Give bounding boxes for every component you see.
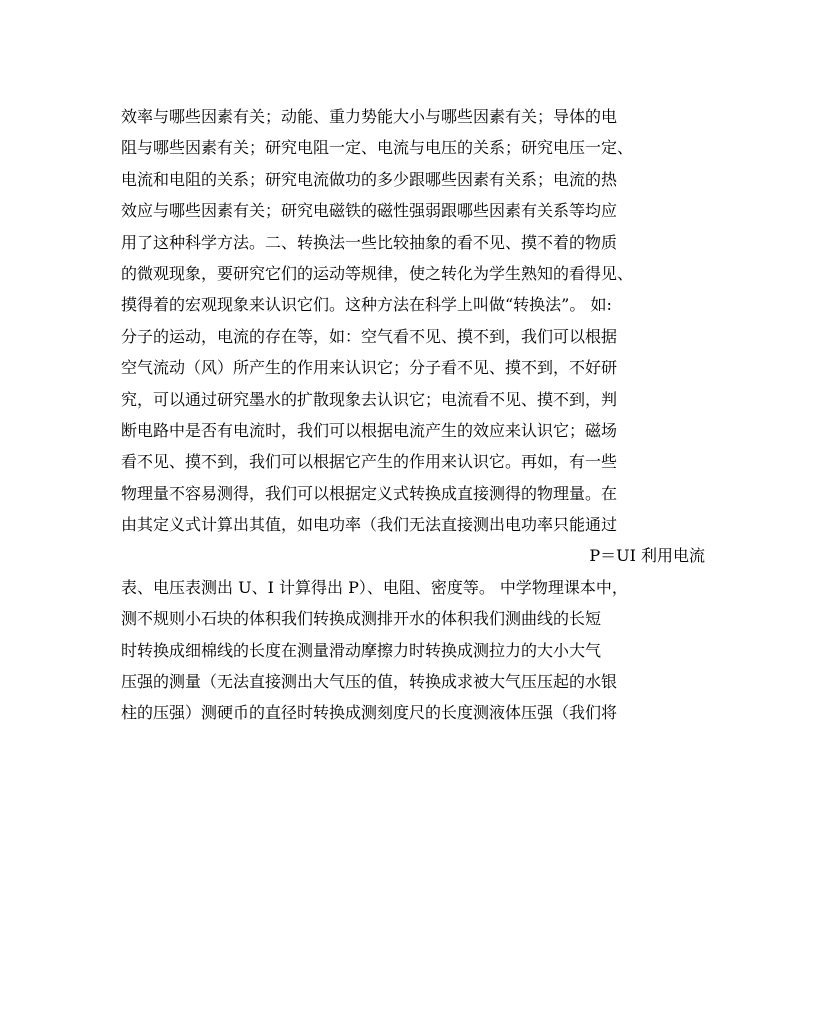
text-line-right-aligned: P＝UI 利用电流 bbox=[589, 546, 705, 566]
text-line: 阻与哪些因素有关；研究电阻一定、电流与电压的关系；研究电压一定、 bbox=[121, 138, 634, 158]
text-line: 摸得着的宏观现象来认识它们。这种方法在科学上叫做“转换法”。 如: bbox=[121, 295, 612, 315]
body-text bbox=[121, 101, 705, 729]
text-line: 断电路中是否有电流时，我们可以根据电流产生的效应来认识它；磁场 bbox=[121, 420, 618, 440]
text-line: 分子的运动，电流的存在等，如：空气看不见、摸不到，我们可以根据 bbox=[121, 326, 618, 346]
text-line: 测不规则小石块的体积我们转换成测排开水的体积我们测曲线的长短 bbox=[121, 609, 602, 629]
text-line: 时转换成细棉线的长度在测量滑动摩擦力时转换成测拉力的大小大气 bbox=[121, 640, 602, 660]
text-line: 究，可以通过研究墨水的扩散现象去认识它；电流看不见、摸不到，判 bbox=[121, 389, 618, 409]
text-line: 看不见、摸不到，我们可以根据它产生的作用来认识它。再如，有一些 bbox=[121, 452, 618, 472]
text-line: 由其定义式计算出其值，如电功率（我们无法直接测出电功率只能通过 bbox=[121, 515, 618, 535]
text-line: 用了这种科学方法。二、转换法一些比较抽象的看不见、摸不着的物质 bbox=[121, 232, 618, 252]
text-line: 空气流动（风）所产生的作用来认识它；分子看不见、摸不到，不好研 bbox=[121, 358, 618, 378]
text-line: 的微观现象，要研究它们的运动等规律，使之转化为学生熟知的看得见、 bbox=[121, 263, 634, 283]
text-line: 物理量不容易测得，我们可以根据定义式转换成直接测得的物理量。在 bbox=[121, 483, 618, 503]
text-line: 电流和电阻的关系；研究电流做功的多少跟哪些因素有关系；电流的热 bbox=[121, 169, 618, 189]
text-line: 表、电压表测出 U、I 计算得出 P）、电阻、密度等。 中学物理课本中， bbox=[121, 577, 628, 597]
text-line: 柱的压强）测硬币的直径时转换成测刻度尺的长度测液体压强（我们将 bbox=[121, 703, 618, 723]
text-line: 压强的测量（无法直接测出大气压的值，转换成求被大气压压起的水银 bbox=[121, 672, 618, 692]
text-line: 效率与哪些因素有关；动能、重力势能大小与哪些因素有关；导体的电 bbox=[121, 107, 618, 126]
text-line: 效应与哪些因素有关；研究电磁铁的磁性强弱跟哪些因素有关系等均应 bbox=[121, 201, 618, 221]
